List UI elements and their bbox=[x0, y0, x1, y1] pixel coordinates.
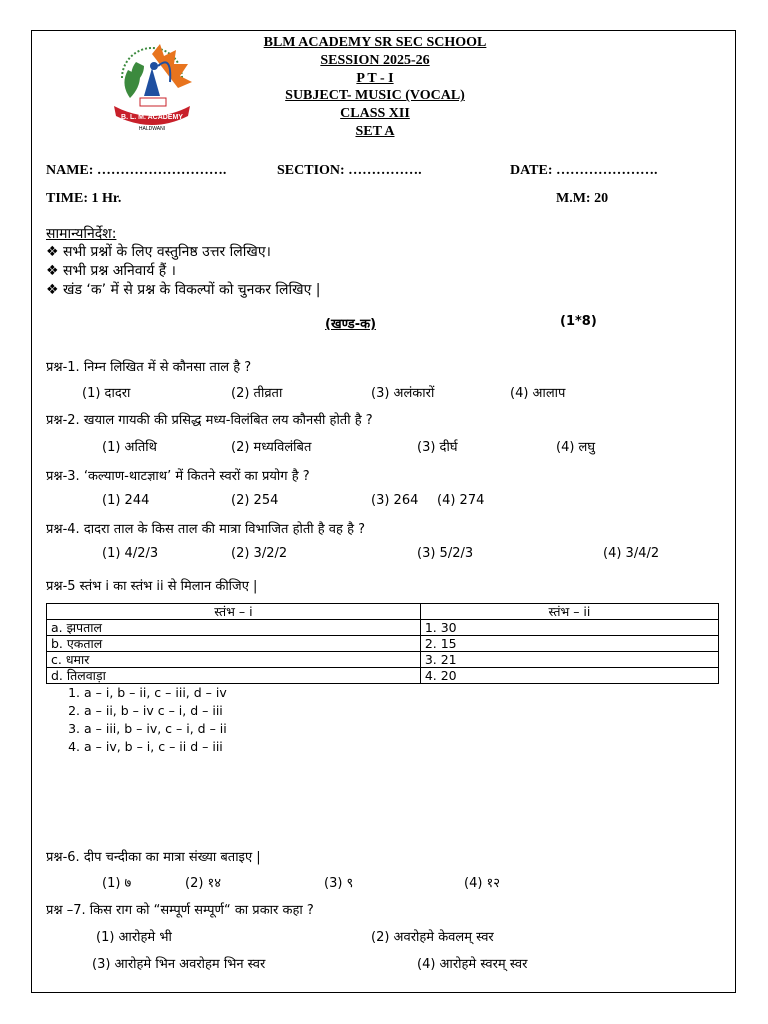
q3-option-1: (1) 244 bbox=[102, 493, 150, 508]
date-field: DATE: …………………. bbox=[510, 163, 658, 178]
instruction-item: ❖ खंड ‘क’ में से प्रश्न के विकल्पों को चुनकर लिखिए | bbox=[46, 282, 321, 298]
question-7: प्रश्न –7. किस राग को “सम्पूर्ण सम्पूर्ण“ का प्रकार कहा ? bbox=[46, 903, 314, 918]
instructions-heading: सामान्यनिर्देश: bbox=[46, 226, 117, 242]
svg-text:B. L. M. ACADEMY: B. L. M. ACADEMY bbox=[121, 114, 183, 121]
table-cell: b. एकताल bbox=[47, 636, 421, 652]
q6-option-4: (4) १२ bbox=[464, 876, 501, 891]
section-field: SECTION: ……………. bbox=[277, 163, 422, 178]
instruction-item: ❖ सभी प्रश्नों के लिए वस्तुनिष्ठ उत्तर लिखिए। bbox=[46, 244, 271, 260]
q6-option-1: (1) ७ bbox=[102, 876, 132, 891]
session: SESSION 2025-26 bbox=[320, 52, 430, 68]
diamond-bullet-icon: ❖ bbox=[46, 263, 59, 279]
question-5: प्रश्न-5 स्तंभ i का स्तंभ ii से मिलान कीजिए | bbox=[46, 579, 258, 594]
instruction-item: ❖ सभी प्रश्न अनिवार्य हैं । bbox=[46, 263, 176, 279]
class-name: CLASS XII bbox=[340, 106, 410, 122]
list-item: 4. a – iv, b – i, c – ii d – iii bbox=[84, 738, 227, 756]
question-3: प्रश्न-3. ‘कल्याण-थाटज्ञाथ’ में कितने स्वरों का प्रयोग है ? bbox=[46, 469, 310, 484]
table-cell: 1. 30 bbox=[420, 620, 718, 636]
q3-option-4: (4) 274 bbox=[437, 493, 485, 508]
q1-option-2: (2) तीव्रता bbox=[231, 386, 283, 401]
q2-option-4: (4) लघु bbox=[556, 440, 596, 455]
q2-option-1: (1) अतिथि bbox=[102, 440, 157, 455]
subject: SUBJECT- MUSIC (VOCAL) bbox=[285, 88, 465, 104]
q4-option-3: (3) 5/2/3 bbox=[417, 546, 474, 561]
name-field: NAME: ………………………. bbox=[46, 163, 227, 178]
question-1: प्रश्न-1. निम्न लिखित में से कौनसा ताल है ? bbox=[46, 360, 252, 375]
table-header-row bbox=[47, 604, 719, 620]
q3-option-3: (3) 264 bbox=[371, 493, 419, 508]
q1-option-3: (3) अलंकारों bbox=[371, 386, 435, 401]
svg-text:HALDWANI: HALDWANI bbox=[138, 126, 166, 131]
max-marks: M.M: 20 bbox=[556, 191, 609, 206]
q6-option-3: (3) ९ bbox=[324, 876, 354, 891]
q7-option-2: (2) अवरोहमे केवलम् स्वर bbox=[371, 930, 494, 945]
list-item: 2. a – ii, b – iv c – i, d – iii bbox=[84, 702, 227, 720]
table-row bbox=[47, 620, 719, 636]
section-marks: (1*8) bbox=[560, 314, 597, 329]
column-header: स्तंभ – ii bbox=[420, 604, 718, 620]
set-name: SET A bbox=[355, 123, 395, 139]
school-name: BLM ACADEMY SR SEC SCHOOL bbox=[263, 35, 487, 50]
time-field: TIME: 1 Hr. bbox=[46, 191, 122, 206]
match-answer-options bbox=[46, 684, 227, 756]
diamond-bullet-icon: ❖ bbox=[46, 244, 59, 260]
table-cell: 2. 15 bbox=[420, 636, 718, 652]
q6-option-2: (2) १४ bbox=[185, 876, 222, 891]
question-2: प्रश्न-2. खयाल गायकी की प्रसिद्ध मध्य-विलंबित लय कौनसी होती है ? bbox=[46, 413, 373, 428]
question-4: प्रश्न-4. दादरा ताल के किस ताल की मात्रा विभाजित होती है वह है ? bbox=[46, 522, 366, 537]
q4-option-4: (4) 3/4/2 bbox=[603, 546, 660, 561]
q4-option-1: (1) 4/2/3 bbox=[102, 546, 159, 561]
q7-option-3: (3) आरोहमे भिन अवरोहम भिन स्वर bbox=[92, 957, 266, 972]
table-row bbox=[47, 668, 719, 684]
table-row bbox=[47, 652, 719, 668]
table-cell: d. तिलवाड़ा bbox=[47, 668, 421, 684]
table-row bbox=[47, 636, 719, 652]
table-cell: a. झपताल bbox=[47, 620, 421, 636]
q2-option-3: (3) दीर्घ bbox=[417, 440, 458, 455]
list-item: 1. a – i, b – ii, c – iii, d – iv bbox=[84, 684, 227, 702]
q1-option-1: (1) दादरा bbox=[82, 386, 131, 401]
test-name: P T - I bbox=[356, 70, 394, 86]
section-title: (खण्ड-क) bbox=[325, 317, 377, 332]
q3-option-2: (2) 254 bbox=[231, 493, 279, 508]
diamond-bullet-icon: ❖ bbox=[46, 282, 59, 298]
match-table bbox=[46, 603, 719, 684]
q2-option-2: (2) मध्यविलंबित bbox=[231, 440, 312, 455]
q7-option-1: (1) आरोहमे भी bbox=[96, 930, 172, 945]
question-6: प्रश्न-6. दीप चन्दीका का मात्रा संख्या बताइए | bbox=[46, 850, 261, 865]
table-cell: 3. 21 bbox=[420, 652, 718, 668]
column-header: स्तंभ – i bbox=[47, 604, 421, 620]
table-cell: 4. 20 bbox=[420, 668, 718, 684]
list-item: 3. a – iii, b – iv, c – i, d – ii bbox=[84, 720, 227, 738]
header bbox=[200, 34, 550, 141]
q4-option-2: (2) 3/2/2 bbox=[231, 546, 288, 561]
school-logo bbox=[100, 36, 205, 131]
table-cell: c. धमार bbox=[47, 652, 421, 668]
q7-option-4: (4) आरोहमे स्वरम् स्वर bbox=[417, 957, 528, 972]
q1-option-4: (4) आलाप bbox=[510, 386, 566, 401]
